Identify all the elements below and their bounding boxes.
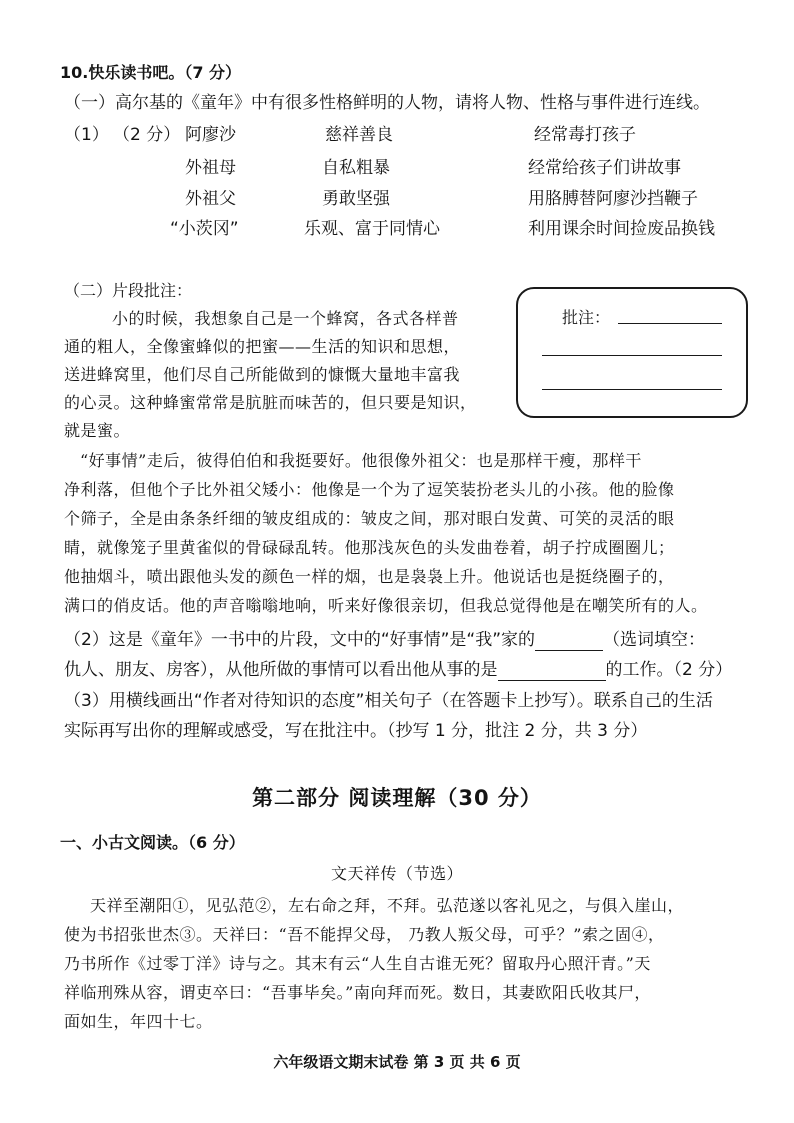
- passage1-line: 小的时候，我想象自己是一个蜂窝，各式各样普: [112, 309, 459, 328]
- classical-text-line: 祥临刑殊从容，谓吏卒曰：“吾事毕矣。”南向拜而死。数日，其妻欧阳氏收其尸，: [64, 983, 651, 1002]
- passage2-line: 个筛子，全是由条条纤细的皱皮组成的：皱皮之间，那对眼白发黄、可笑的灵活的眼: [64, 509, 675, 528]
- fill-blank[interactable]: [498, 660, 606, 681]
- fill-blank[interactable]: [535, 630, 603, 651]
- passage2-line: 他抽烟斗，喷出跟他头发的颜色一样的烟，也是袅袅上升。他说话也是挺绕圈子的，: [64, 567, 675, 586]
- annotation-box[interactable]: [516, 287, 748, 418]
- classical-text-title: 文天祥传（节选）: [330, 864, 463, 883]
- passage1-line: 送进蜂窝里，他们尽自己所能做到的慷慨大量地丰富我: [64, 365, 461, 384]
- trait-item[interactable]: 勇敢坚强: [322, 189, 390, 209]
- passage2-line: 净利落，但他个子比外祖父矮小：他像是一个为了逗笑装扮老头儿的小孩。他的脸像: [64, 480, 675, 499]
- classical-text-line: 使为书招张世杰③。天祥曰：“吾不能捍父母， 乃教人叛父母，可乎？”索之固④，: [64, 925, 665, 944]
- question-2-text: （2）这是《童年》一书中的片段，文中的“好事情”是“我”家的: [64, 630, 536, 650]
- passage1-line: 通的粗人，全像蜜蜂似的把蜜——生活的知识和思想，: [64, 337, 461, 356]
- passage1-line: 就是蜜。: [64, 421, 131, 440]
- classical-text-line: 面如生，年四十七。: [64, 1012, 213, 1031]
- annotation-line[interactable]: [542, 389, 722, 390]
- event-item[interactable]: 用胳膊替阿廖沙挡鞭子: [528, 189, 698, 209]
- annotation-line[interactable]: [618, 323, 722, 324]
- part2-heading: （二）片段批注：: [64, 281, 193, 300]
- event-item[interactable]: 经常给孩子们讲故事: [528, 158, 681, 178]
- question-2-text: 仇人、朋友、房客），从他所做的事情可以看出他从事的是: [64, 660, 498, 680]
- classical-text-line: 乃书所作《过零丁洋》诗与之。其末有云“人生自古谁无死？留取丹心照汗青。”天: [64, 954, 651, 973]
- annotation-line[interactable]: [542, 355, 722, 356]
- question-2-text: 的工作。（2 分）: [605, 660, 733, 680]
- passage2-line: 满口的俏皮话。他的声音嗡嗡地响，听来好像很亲切，但我总觉得他是在嘲笑所有的人。: [64, 596, 708, 615]
- section-title: 第二部分 阅读理解（30 分）: [252, 786, 542, 810]
- subsection-heading: 一、小古文阅读。（6 分）: [60, 833, 245, 852]
- event-item[interactable]: 利用课余时间捡废品换钱: [528, 219, 715, 239]
- character-item[interactable]: 外祖父: [185, 189, 236, 209]
- question-2-cont: [64, 655, 732, 681]
- page-footer: 六年级语文期末试卷 第 3 页 共 6 页: [273, 1053, 521, 1071]
- character-item[interactable]: “小茨冈”: [170, 219, 239, 239]
- question-3: （3）用横线画出“作者对待知识的态度”相关句子（在答题卡上抄写）。联系自己的生活: [64, 691, 713, 711]
- passage2-line: 睛，就像笼子里黄雀似的骨碌碌乱转。他那浅灰色的头发曲卷着，胡子拧成圈圈儿；: [64, 538, 675, 557]
- sub1-label: （1）: [64, 125, 109, 145]
- character-item[interactable]: 阿廖沙: [185, 125, 236, 145]
- passage1-line: 的心灵。这种蜂蜜常常是肮脏而味苦的，但只要是知识，: [64, 393, 477, 412]
- event-item[interactable]: 经常毒打孩子: [534, 125, 636, 145]
- trait-item[interactable]: 慈祥善良: [325, 125, 393, 145]
- question-2: [64, 625, 705, 651]
- classical-text-line: 天祥至潮阳①，见弘范②，左右命之拜，不拜。弘范遂以客礼见之，与俱入崖山，: [90, 896, 685, 915]
- question-10-heading: 10.快乐读书吧。（7 分）: [60, 63, 242, 82]
- question-2-text: （选词填空：: [603, 630, 706, 650]
- trait-item[interactable]: 乐观、富于同情心: [304, 219, 440, 239]
- question-3-cont: 实际再写出你的理解或感受，写在批注中。（抄写 1 分，批注 2 分，共 3 分）: [64, 721, 648, 741]
- part1-instruction: （一）高尔基的《童年》中有很多性格鲜明的人物，请将人物、性格与事件进行连线。: [64, 93, 710, 113]
- passage2-line: “好事情”走后，彼得伯伯和我挺要好。他很像外祖父：也是那样干瘦，那样干: [80, 451, 642, 470]
- sub1-points: （2 分）: [113, 125, 181, 145]
- trait-item[interactable]: 自私粗暴: [322, 158, 390, 178]
- character-item[interactable]: 外祖母: [185, 158, 236, 178]
- annotation-label: 批注：: [562, 308, 611, 327]
